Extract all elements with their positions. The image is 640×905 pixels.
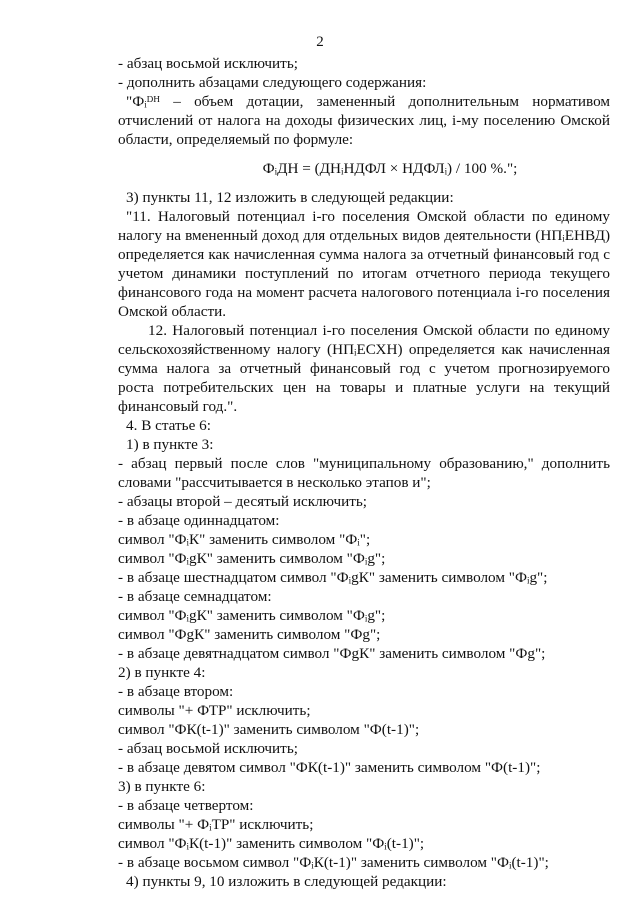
- text-line: - в абзаце семнадцатом:: [118, 588, 272, 605]
- formula: ФᵢДН = (ДНᵢНДФЛ × НДФЛᵢ) / 100 %.";: [262, 160, 518, 177]
- document-body: [118, 54, 610, 891]
- text-line: символ "ФgК" заменить символом "Фg";: [118, 626, 381, 643]
- text-line: - дополнить абзацами следующего содержания:: [118, 74, 427, 91]
- text-line: - в абзаце девятом символ "ФК(t-1)" заменить символом "Ф(t-1)";: [118, 759, 541, 776]
- text-line: - абзац восьмой исключить;: [118, 55, 298, 72]
- paragraph-dotation: "Фᵢᴰᴴ – объем дотации, замененный дополнительным нормативом отчислений от налога на доходы физических лиц, i-му поселению Омской области, определяемый по формуле:: [118, 93, 610, 148]
- page-number: 2: [316, 34, 324, 50]
- text-line: символ "ФᵢК" заменить символом "Фᵢ";: [118, 531, 371, 548]
- text-line: 3) пункты 11, 12 изложить в следующей редакции:: [126, 189, 454, 206]
- paragraph-item-11: "11. Налоговый потенциал i-го поселения Омской области по единому налогу на вмененный доход для отдельных видов деятельности (НПᵢЕНВД) определяется как начисленная сумма налога за отчетный финансовый год с учетом динамики поступлений по итогам отчетного периода текущего финансового года на момент расчета налогового потенциала i-го поселения Омской области.: [118, 208, 610, 320]
- text-line: - в абзаце втором:: [118, 683, 234, 700]
- paragraph: - абзац первый после слов "муниципальному образованию," дополнить словами "рассчитывается в несколько этапов и";: [118, 455, 610, 491]
- text-line: 1) в пункте 3:: [126, 436, 214, 453]
- text-line: - в абзаце девятнадцатом символ "ФgК" заменить символом "Фg";: [118, 645, 546, 662]
- text-line: 4) пункты 9, 10 изложить в следующей редакции:: [126, 873, 447, 890]
- text-line: символ "ФᵢgК" заменить символом "Фᵢg";: [118, 607, 386, 624]
- text-line: 2) в пункте 4:: [118, 664, 206, 681]
- text-line: - в абзаце одиннадцатом:: [118, 512, 280, 529]
- text-line: символы "+ ФᵢТР" исключить;: [118, 816, 314, 833]
- text-line: символ "ФᵢК(t-1)" заменить символом "Фᵢ(t-1)";: [118, 835, 425, 852]
- text-line: - абзацы второй – десятый исключить;: [118, 493, 367, 510]
- text-line: символ "ФК(t-1)" заменить символом "Ф(t-1)";: [118, 721, 420, 738]
- text-line: - абзац восьмой исключить;: [118, 740, 298, 757]
- text-line: - в абзаце шестнадцатом символ "ФᵢgК" заменить символом "Фᵢg";: [118, 569, 548, 586]
- text-line: 3) в пункте 6:: [118, 778, 206, 795]
- text-line: 4. В статье 6:: [126, 417, 211, 434]
- text-line: символы "+ ФТР" исключить;: [118, 702, 311, 719]
- text-line: - в абзаце четвертом:: [118, 797, 254, 814]
- text-line: символ "ФᵢgК" заменить символом "Фᵢg";: [118, 550, 386, 567]
- text-line: - в абзаце восьмом символ "ФᵢК(t-1)" заменить символом "Фᵢ(t-1)";: [118, 854, 549, 871]
- paragraph-item-12: 12. Налоговый потенциал i-го поселения Омской области по единому сельскохозяйственному налогу (НПᵢЕСХН) определяется как начисленная сумма налога за отчетный финансовый год с учетом прогнозируемого роста потребительских цен на товары и платные услуги на текущий финансовый год.".: [118, 322, 610, 415]
